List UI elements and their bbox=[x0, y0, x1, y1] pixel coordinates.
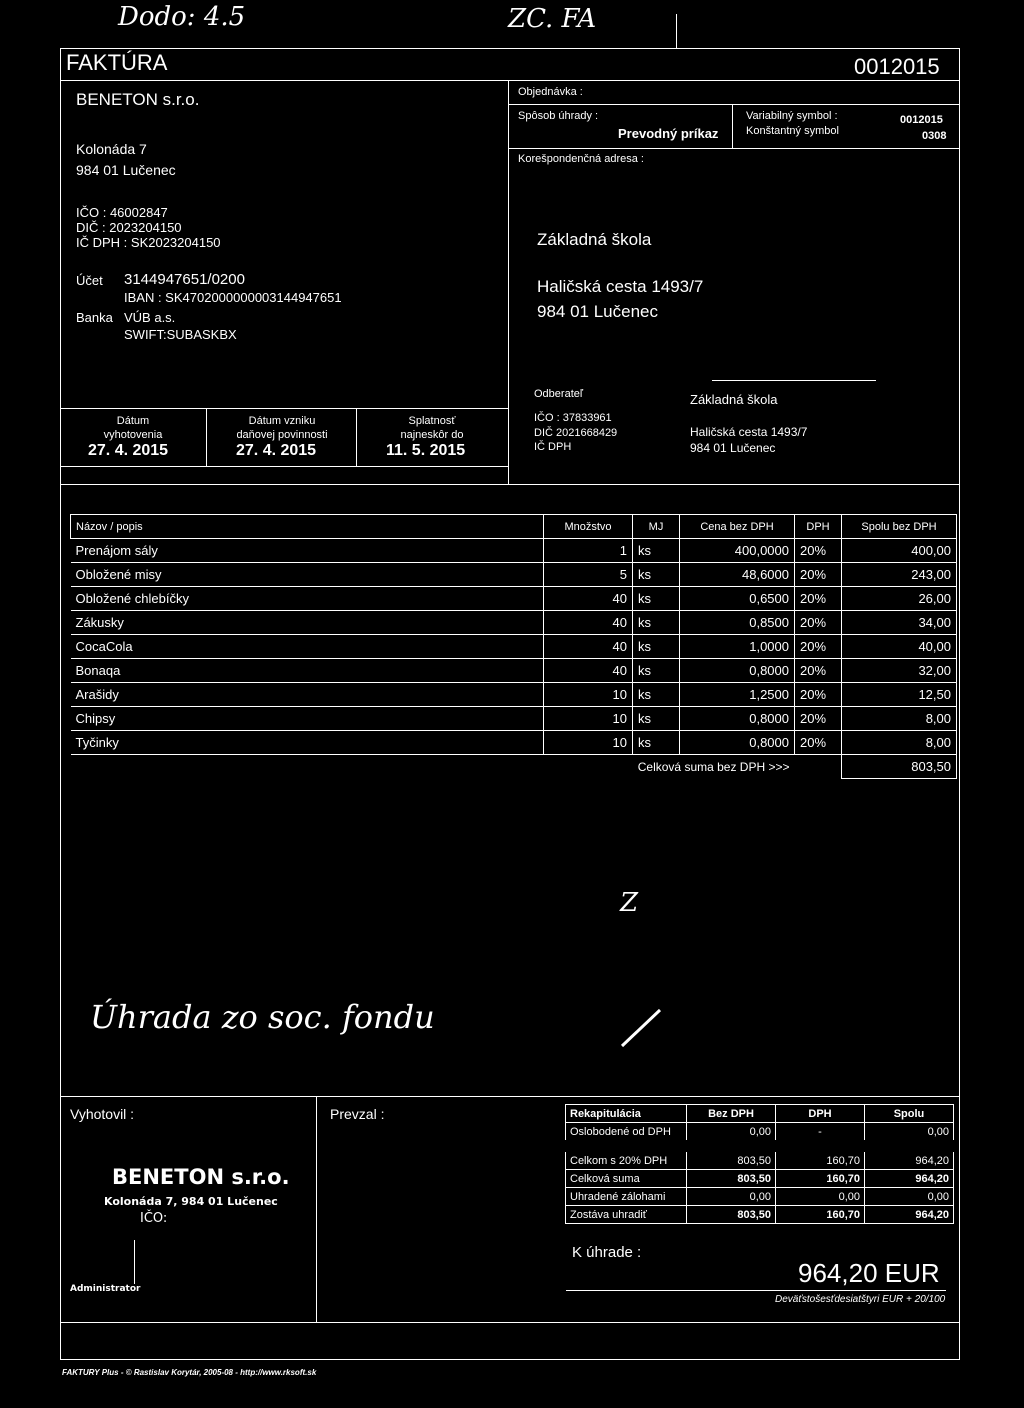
item-quantity: 10 bbox=[544, 731, 633, 755]
divider bbox=[60, 466, 508, 467]
divider bbox=[732, 104, 733, 148]
item-quantity: 5 bbox=[544, 563, 633, 587]
item-unit-price: 400,0000 bbox=[680, 539, 795, 563]
item-unit: ks bbox=[633, 611, 680, 635]
divider bbox=[566, 1290, 946, 1291]
item-description: CocaCola bbox=[71, 635, 544, 659]
customer-dic: DIČ 2021668429 bbox=[534, 427, 618, 439]
divider bbox=[508, 148, 960, 149]
item-total: 8,00 bbox=[842, 731, 957, 755]
recap-net: 803,50 bbox=[687, 1170, 776, 1188]
item-unit: ks bbox=[633, 563, 680, 587]
item-quantity: 10 bbox=[544, 683, 633, 707]
stamp-ico: IČO: bbox=[140, 1211, 168, 1226]
recap-header-net: Bez DPH bbox=[687, 1105, 776, 1123]
supplier-name: BENETON s.r.o. bbox=[76, 90, 200, 109]
address-street: Haličská cesta 1493/7 bbox=[537, 277, 704, 296]
item-quantity: 10 bbox=[544, 707, 633, 731]
constant-symbol: 0308 bbox=[922, 130, 947, 142]
item-unit-price: 0,8000 bbox=[680, 707, 795, 731]
item-vat: 20% bbox=[795, 539, 842, 563]
divider bbox=[712, 380, 876, 381]
issue-date-label-2: vyhotovenia bbox=[103, 429, 163, 441]
item-unit-price: 0,8000 bbox=[680, 731, 795, 755]
recap-vat: - bbox=[776, 1123, 865, 1147]
item-unit-price: 1,2500 bbox=[680, 683, 795, 707]
recap-header-vat: DPH bbox=[776, 1105, 865, 1123]
col-header-unit-price: Cena bez DPH bbox=[680, 515, 795, 539]
recap-label: Celková suma bbox=[566, 1170, 687, 1188]
item-unit-price: 0,6500 bbox=[680, 587, 795, 611]
item-total: 34,00 bbox=[842, 611, 957, 635]
item-total: 32,00 bbox=[842, 659, 957, 683]
item-total: 243,00 bbox=[842, 563, 957, 587]
supplier-icdph: IČ DPH : SK2023204150 bbox=[76, 235, 221, 250]
table-row bbox=[71, 731, 957, 755]
item-total: 8,00 bbox=[842, 707, 957, 731]
recap-row bbox=[566, 1170, 954, 1188]
bank-label: Banka bbox=[76, 310, 113, 325]
table-row bbox=[71, 611, 957, 635]
recap-row bbox=[566, 1146, 954, 1170]
item-unit: ks bbox=[633, 683, 680, 707]
table-row bbox=[71, 539, 957, 563]
amount-due-words: Deväťstošesťdesiatštyri EUR + 20/100 bbox=[775, 1294, 946, 1305]
item-unit-price: 0,8000 bbox=[680, 659, 795, 683]
recap-label: Uhradené zálohami bbox=[566, 1188, 687, 1206]
handwritten-note-top-mid: ZC. FA bbox=[508, 4, 597, 34]
item-vat: 20% bbox=[795, 707, 842, 731]
item-description: Obložené chlebíčky bbox=[71, 587, 544, 611]
signature-line bbox=[134, 1240, 135, 1284]
recap-net: 803,50 bbox=[687, 1206, 776, 1224]
items-total-label: Celková suma bez DPH >>> bbox=[637, 759, 790, 774]
item-unit-price: 0,8500 bbox=[680, 611, 795, 635]
issue-date-label bbox=[60, 414, 206, 442]
handwritten-payment-note: Úhrada zo soc. fondu bbox=[90, 998, 435, 1036]
swift: SWIFT:SUBASKBX bbox=[124, 327, 237, 342]
recap-label: Celkom s 20% DPH bbox=[566, 1146, 687, 1170]
divider bbox=[316, 1096, 317, 1322]
payment-method: Prevodný príkaz bbox=[618, 126, 719, 141]
item-quantity: 40 bbox=[544, 611, 633, 635]
items-total-value: 803,50 bbox=[842, 755, 957, 779]
item-description: Obložené misy bbox=[71, 563, 544, 587]
recap-vat: 0,00 bbox=[776, 1188, 865, 1206]
recap-header-total: Spolu bbox=[865, 1105, 954, 1123]
tax-date-label-1: Dátum vzniku bbox=[248, 415, 316, 427]
pen-stroke bbox=[618, 1008, 664, 1048]
tax-date: 27. 4. 2015 bbox=[236, 442, 317, 459]
bank-name: VÚB a.s. bbox=[124, 310, 176, 325]
order-label: Objednávka : bbox=[518, 86, 583, 98]
customer-city: 984 01 Lučenec bbox=[690, 441, 776, 455]
table-row bbox=[71, 563, 957, 587]
item-description: Tyčinky bbox=[71, 731, 544, 755]
recap-net: 803,50 bbox=[687, 1146, 776, 1170]
customer-ico: IČO : 37833961 bbox=[534, 412, 612, 424]
recap-vat: 160,70 bbox=[776, 1146, 865, 1170]
amount-due: 964,20 EUR bbox=[798, 1258, 940, 1288]
recap-total: 0,00 bbox=[865, 1188, 954, 1206]
recap-net: 0,00 bbox=[687, 1188, 776, 1206]
item-unit: ks bbox=[633, 539, 680, 563]
account-label: Účet bbox=[76, 273, 103, 288]
customer-street: Haličská cesta 1493/7 bbox=[690, 425, 808, 439]
payment-label: Spôsob úhrady : bbox=[518, 110, 599, 122]
supplier-street: Kolonáda 7 bbox=[76, 141, 147, 157]
signature-scribble: Z bbox=[620, 888, 639, 918]
divider bbox=[356, 408, 357, 466]
item-vat: 20% bbox=[795, 731, 842, 755]
handwritten-note-top-left: Dodo: 4.5 bbox=[118, 2, 246, 32]
recap-total: 964,20 bbox=[865, 1146, 954, 1170]
due-date-label bbox=[358, 414, 506, 442]
recap-vat: 160,70 bbox=[776, 1206, 865, 1224]
recap-total: 964,20 bbox=[865, 1170, 954, 1188]
item-quantity: 40 bbox=[544, 587, 633, 611]
items-total-row bbox=[71, 755, 957, 779]
table-row bbox=[71, 587, 957, 611]
item-unit: ks bbox=[633, 587, 680, 611]
item-total: 400,00 bbox=[842, 539, 957, 563]
item-unit: ks bbox=[633, 707, 680, 731]
table-row bbox=[71, 635, 957, 659]
tax-date-label-2: daňovej povinnosti bbox=[236, 429, 328, 441]
stamp-company-name: BENETON s.r.o. bbox=[112, 1165, 290, 1189]
issued-by-label: Vyhotovil : bbox=[70, 1106, 135, 1122]
recap-header-label: Rekapitulácia bbox=[566, 1105, 687, 1123]
issue-date-label-1: Dátum bbox=[116, 415, 150, 427]
divider bbox=[60, 1322, 960, 1323]
item-description: Bonaqa bbox=[71, 659, 544, 683]
table-row bbox=[71, 659, 957, 683]
variable-symbol: 0012015 bbox=[900, 114, 943, 126]
table-row bbox=[71, 683, 957, 707]
supplier-dic: DIČ : 2023204150 bbox=[76, 220, 182, 235]
divider bbox=[60, 484, 960, 485]
recap-row bbox=[566, 1123, 954, 1147]
address-name: Základná škola bbox=[537, 230, 652, 249]
item-unit: ks bbox=[633, 635, 680, 659]
col-header-vat: DPH bbox=[795, 515, 842, 539]
pen-mark bbox=[676, 14, 677, 48]
item-unit: ks bbox=[633, 659, 680, 683]
item-unit: ks bbox=[633, 731, 680, 755]
divider bbox=[60, 1096, 960, 1097]
due-date-label-2: najneskôr do bbox=[400, 429, 464, 441]
item-description: Zákusky bbox=[71, 611, 544, 635]
invoice-title: FAKTÚRA bbox=[66, 50, 168, 75]
variable-symbol-label: Variabilný symbol : bbox=[746, 110, 838, 122]
col-header-description: Názov / popis bbox=[71, 515, 544, 539]
item-description: Chipsy bbox=[71, 707, 544, 731]
recap-total: 0,00 bbox=[865, 1123, 954, 1147]
invoice-number: 0012015 bbox=[854, 54, 940, 79]
recap-label: Zostáva uhradiť bbox=[566, 1206, 687, 1224]
recap-label: Oslobodené od DPH bbox=[566, 1123, 687, 1147]
item-total: 26,00 bbox=[842, 587, 957, 611]
due-date: 11. 5. 2015 bbox=[386, 442, 466, 459]
supplier-ico: IČO : 46002847 bbox=[76, 205, 168, 220]
items-table bbox=[70, 514, 957, 779]
divider bbox=[60, 80, 960, 81]
divider bbox=[508, 104, 960, 105]
issue-date: 27. 4. 2015 bbox=[88, 442, 169, 459]
customer-label: Odberateľ bbox=[534, 388, 584, 400]
due-date-label-1: Splatnosť bbox=[408, 415, 456, 427]
item-quantity: 40 bbox=[544, 635, 633, 659]
divider bbox=[508, 80, 509, 484]
recap-table bbox=[565, 1104, 954, 1224]
item-unit-price: 48,6000 bbox=[680, 563, 795, 587]
received-by-label: Prevzal : bbox=[330, 1106, 385, 1122]
stamp-address: Kolonáda 7, 984 01 Lučenec bbox=[104, 1195, 278, 1208]
stamp-admin: Administrator bbox=[70, 1284, 141, 1294]
iban: IBAN : SK4702000000003144947651 bbox=[124, 290, 342, 305]
tax-date-label bbox=[210, 414, 354, 442]
recap-net: 0,00 bbox=[687, 1123, 776, 1147]
recap-vat: 160,70 bbox=[776, 1170, 865, 1188]
recap-row bbox=[566, 1188, 954, 1206]
col-header-total: Spolu bez DPH bbox=[842, 515, 957, 539]
correspondence-label: Korešpondenčná adresa : bbox=[518, 153, 644, 165]
divider bbox=[60, 408, 508, 409]
recap-header-row bbox=[566, 1105, 954, 1123]
item-unit-price: 1,0000 bbox=[680, 635, 795, 659]
item-vat: 20% bbox=[795, 683, 842, 707]
customer-icdph: IČ DPH bbox=[534, 441, 572, 453]
recap-row bbox=[566, 1206, 954, 1224]
customer-name: Základná škola bbox=[690, 392, 778, 407]
software-credit: FAKTURY Plus - © Rastislav Korytár, 2005-08 - http://www.rksoft.sk bbox=[62, 1368, 317, 1377]
item-quantity: 40 bbox=[544, 659, 633, 683]
col-header-quantity: Množstvo bbox=[544, 515, 633, 539]
item-total: 12,50 bbox=[842, 683, 957, 707]
item-description: Arašidy bbox=[71, 683, 544, 707]
amount-due-label: K úhrade : bbox=[572, 1244, 642, 1261]
item-vat: 20% bbox=[795, 563, 842, 587]
item-vat: 20% bbox=[795, 635, 842, 659]
supplier-city: 984 01 Lučenec bbox=[76, 162, 176, 178]
item-vat: 20% bbox=[795, 611, 842, 635]
divider bbox=[206, 408, 207, 466]
item-description: Prenájom sály bbox=[71, 539, 544, 563]
col-header-unit: MJ bbox=[633, 515, 680, 539]
address-city: 984 01 Lučenec bbox=[537, 302, 658, 321]
item-vat: 20% bbox=[795, 587, 842, 611]
item-quantity: 1 bbox=[544, 539, 633, 563]
constant-symbol-label: Konštantný symbol bbox=[746, 125, 839, 137]
account-number: 3144947651/0200 bbox=[124, 271, 245, 288]
items-header-row bbox=[71, 515, 957, 539]
item-vat: 20% bbox=[795, 659, 842, 683]
item-total: 40,00 bbox=[842, 635, 957, 659]
table-row bbox=[71, 707, 957, 731]
recap-total: 964,20 bbox=[865, 1206, 954, 1224]
